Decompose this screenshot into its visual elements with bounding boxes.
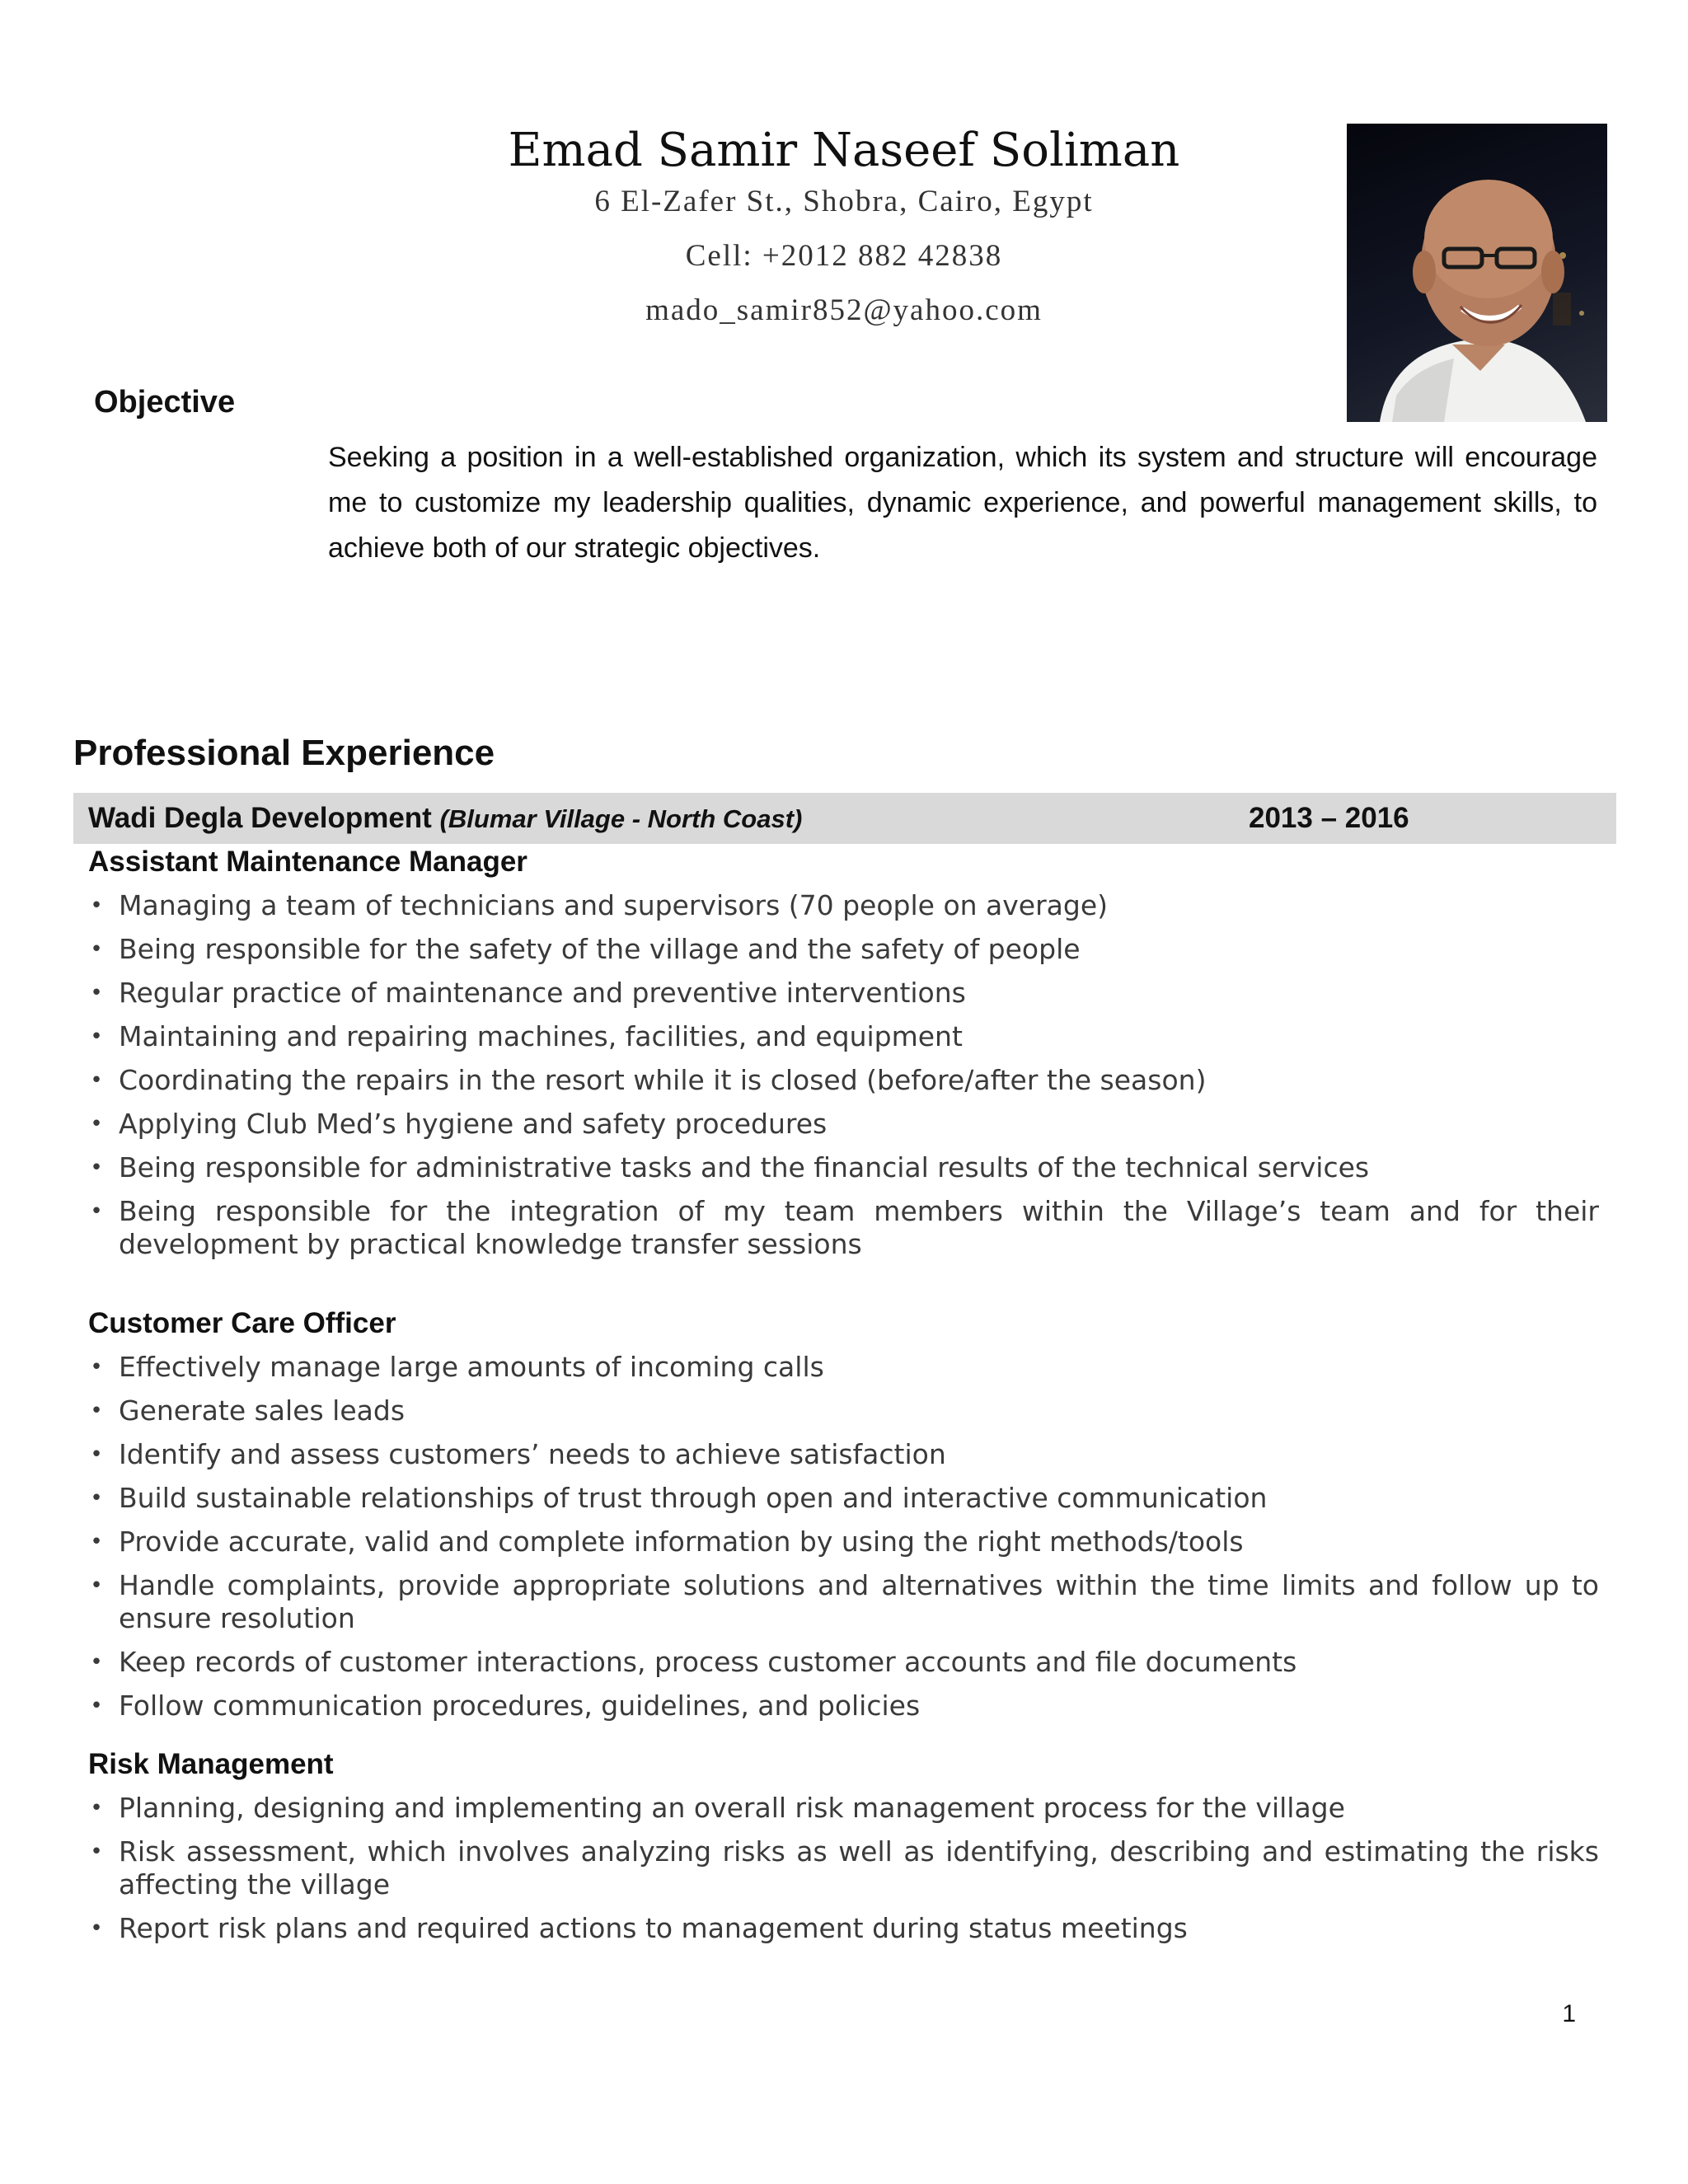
list-item [84, 1020, 1599, 1053]
objective-text: Seeking a position in a well-established organization, which its system and structure will encourage me to customize my leadership qualities, dynamic experience, and powerful management skills, to achieve both of our strategic objectives. [328, 442, 1597, 564]
list-item-text: Risk assessment, which involves analyzing risks as well as identifying, describing and estimating the risks affecting the village [119, 1835, 1599, 1900]
list-item-text: Report risk plans and required actions to management during status meetings [119, 1912, 1188, 1944]
bullet-icon: • [90, 1024, 103, 1049]
bullet-icon: • [90, 1355, 103, 1380]
role-bullet-list [84, 1792, 1599, 1956]
bullet-icon: • [90, 893, 103, 918]
list-item [84, 1438, 1599, 1471]
phone-number: Cell: +2012 882 42838 [685, 239, 1003, 273]
list-item [84, 1108, 1599, 1141]
role-title: Assistant Maintenance Manager [88, 846, 528, 878]
list-item [84, 1394, 1599, 1427]
email-address: mado_samir852@yahoo.com [645, 293, 1043, 327]
bullet-icon: • [90, 937, 103, 962]
bullet-icon: • [90, 1442, 103, 1467]
role-bullet-list [84, 1351, 1599, 1733]
address: 6 El-Zafer St., Shobra, Cairo, Egypt [594, 185, 1094, 218]
bullet-icon: • [90, 1796, 103, 1821]
role-bullet-list [84, 889, 1599, 1272]
list-item [84, 889, 1599, 922]
bullet-icon: • [90, 1650, 103, 1675]
list-item-text: Being responsible for the integration of my team members within the Village’s team and for their development by practical knowledge transfer sessions [119, 1195, 1599, 1260]
bullet-icon: • [90, 1112, 103, 1137]
bullet-icon: • [90, 1573, 103, 1598]
list-item-text: Effectively manage large amounts of incoming calls [119, 1351, 824, 1383]
company-header-bar [73, 793, 1616, 844]
list-item [84, 1792, 1599, 1825]
list-item [84, 1195, 1599, 1261]
list-item [84, 1835, 1599, 1901]
bullet-icon: • [90, 1530, 103, 1554]
list-item-text: Being responsible for the safety of the village and the safety of people [119, 933, 1081, 965]
experience-heading: Professional Experience [73, 733, 495, 773]
list-item-text: Being responsible for administrative tasks and the financial results of the technical services [119, 1151, 1370, 1183]
company-years: 2013 – 2016 [1249, 802, 1409, 834]
list-item [84, 1526, 1599, 1558]
bullet-icon: • [90, 1916, 103, 1941]
list-item-text: Coordinating the repairs in the resort while it is closed (before/after the season) [119, 1064, 1207, 1096]
role-title: Customer Care Officer [88, 1307, 396, 1339]
list-item-text: Handle complaints, provide appropriate solutions and alternatives within the time limits and follow up to ensure resolution [119, 1569, 1599, 1634]
candidate-name: Emad Samir Naseef Soliman [508, 124, 1180, 177]
objective-heading: Objective [94, 385, 236, 419]
bullet-icon: • [90, 1155, 103, 1180]
list-item-text: Managing a team of technicians and supervisors (70 people on average) [119, 889, 1109, 921]
bullet-icon: • [90, 1068, 103, 1093]
list-item [84, 1482, 1599, 1515]
bullet-icon: • [90, 1399, 103, 1423]
page-number: 1 [1562, 2000, 1576, 2027]
list-item [84, 1064, 1599, 1097]
list-item-text: Generate sales leads [119, 1394, 406, 1427]
list-item [84, 1569, 1599, 1635]
list-item [84, 933, 1599, 966]
bullet-icon: • [90, 1840, 103, 1864]
list-item-text: Follow communication procedures, guidelines, and policies [119, 1690, 921, 1722]
list-item-text: Keep records of customer interactions, process customer accounts and file documents [119, 1646, 1297, 1678]
company-name [88, 793, 802, 845]
company-title: Wadi Degla Development [88, 802, 432, 834]
list-item [84, 977, 1599, 1010]
role-title: Risk Management [88, 1748, 334, 1780]
bullet-icon: • [90, 981, 103, 1005]
list-item-text: Maintaining and repairing machines, facilities, and equipment [119, 1020, 963, 1052]
company-location: (Blumar Village - North Coast) [439, 804, 803, 833]
list-item-text: Build sustainable relationships of trust through open and interactive communication [119, 1482, 1268, 1514]
bullet-icon: • [90, 1694, 103, 1718]
profile-photo [1347, 124, 1607, 422]
list-item [84, 1646, 1599, 1679]
list-item-text: Identify and assess customers’ needs to achieve satisfaction [119, 1438, 946, 1470]
list-item-text: Planning, designing and implementing an overall risk management process for the village [119, 1792, 1345, 1824]
list-item-text: Regular practice of maintenance and preventive interventions [119, 977, 966, 1009]
bullet-icon: • [90, 1486, 103, 1511]
bullet-icon: • [90, 1199, 103, 1224]
list-item [84, 1690, 1599, 1722]
list-item [84, 1912, 1599, 1945]
list-item-text: Applying Club Med’s hygiene and safety procedures [119, 1108, 828, 1140]
list-item-text: Provide accurate, valid and complete information by using the right methods/tools [119, 1526, 1244, 1558]
list-item [84, 1351, 1599, 1384]
list-item [84, 1151, 1599, 1184]
